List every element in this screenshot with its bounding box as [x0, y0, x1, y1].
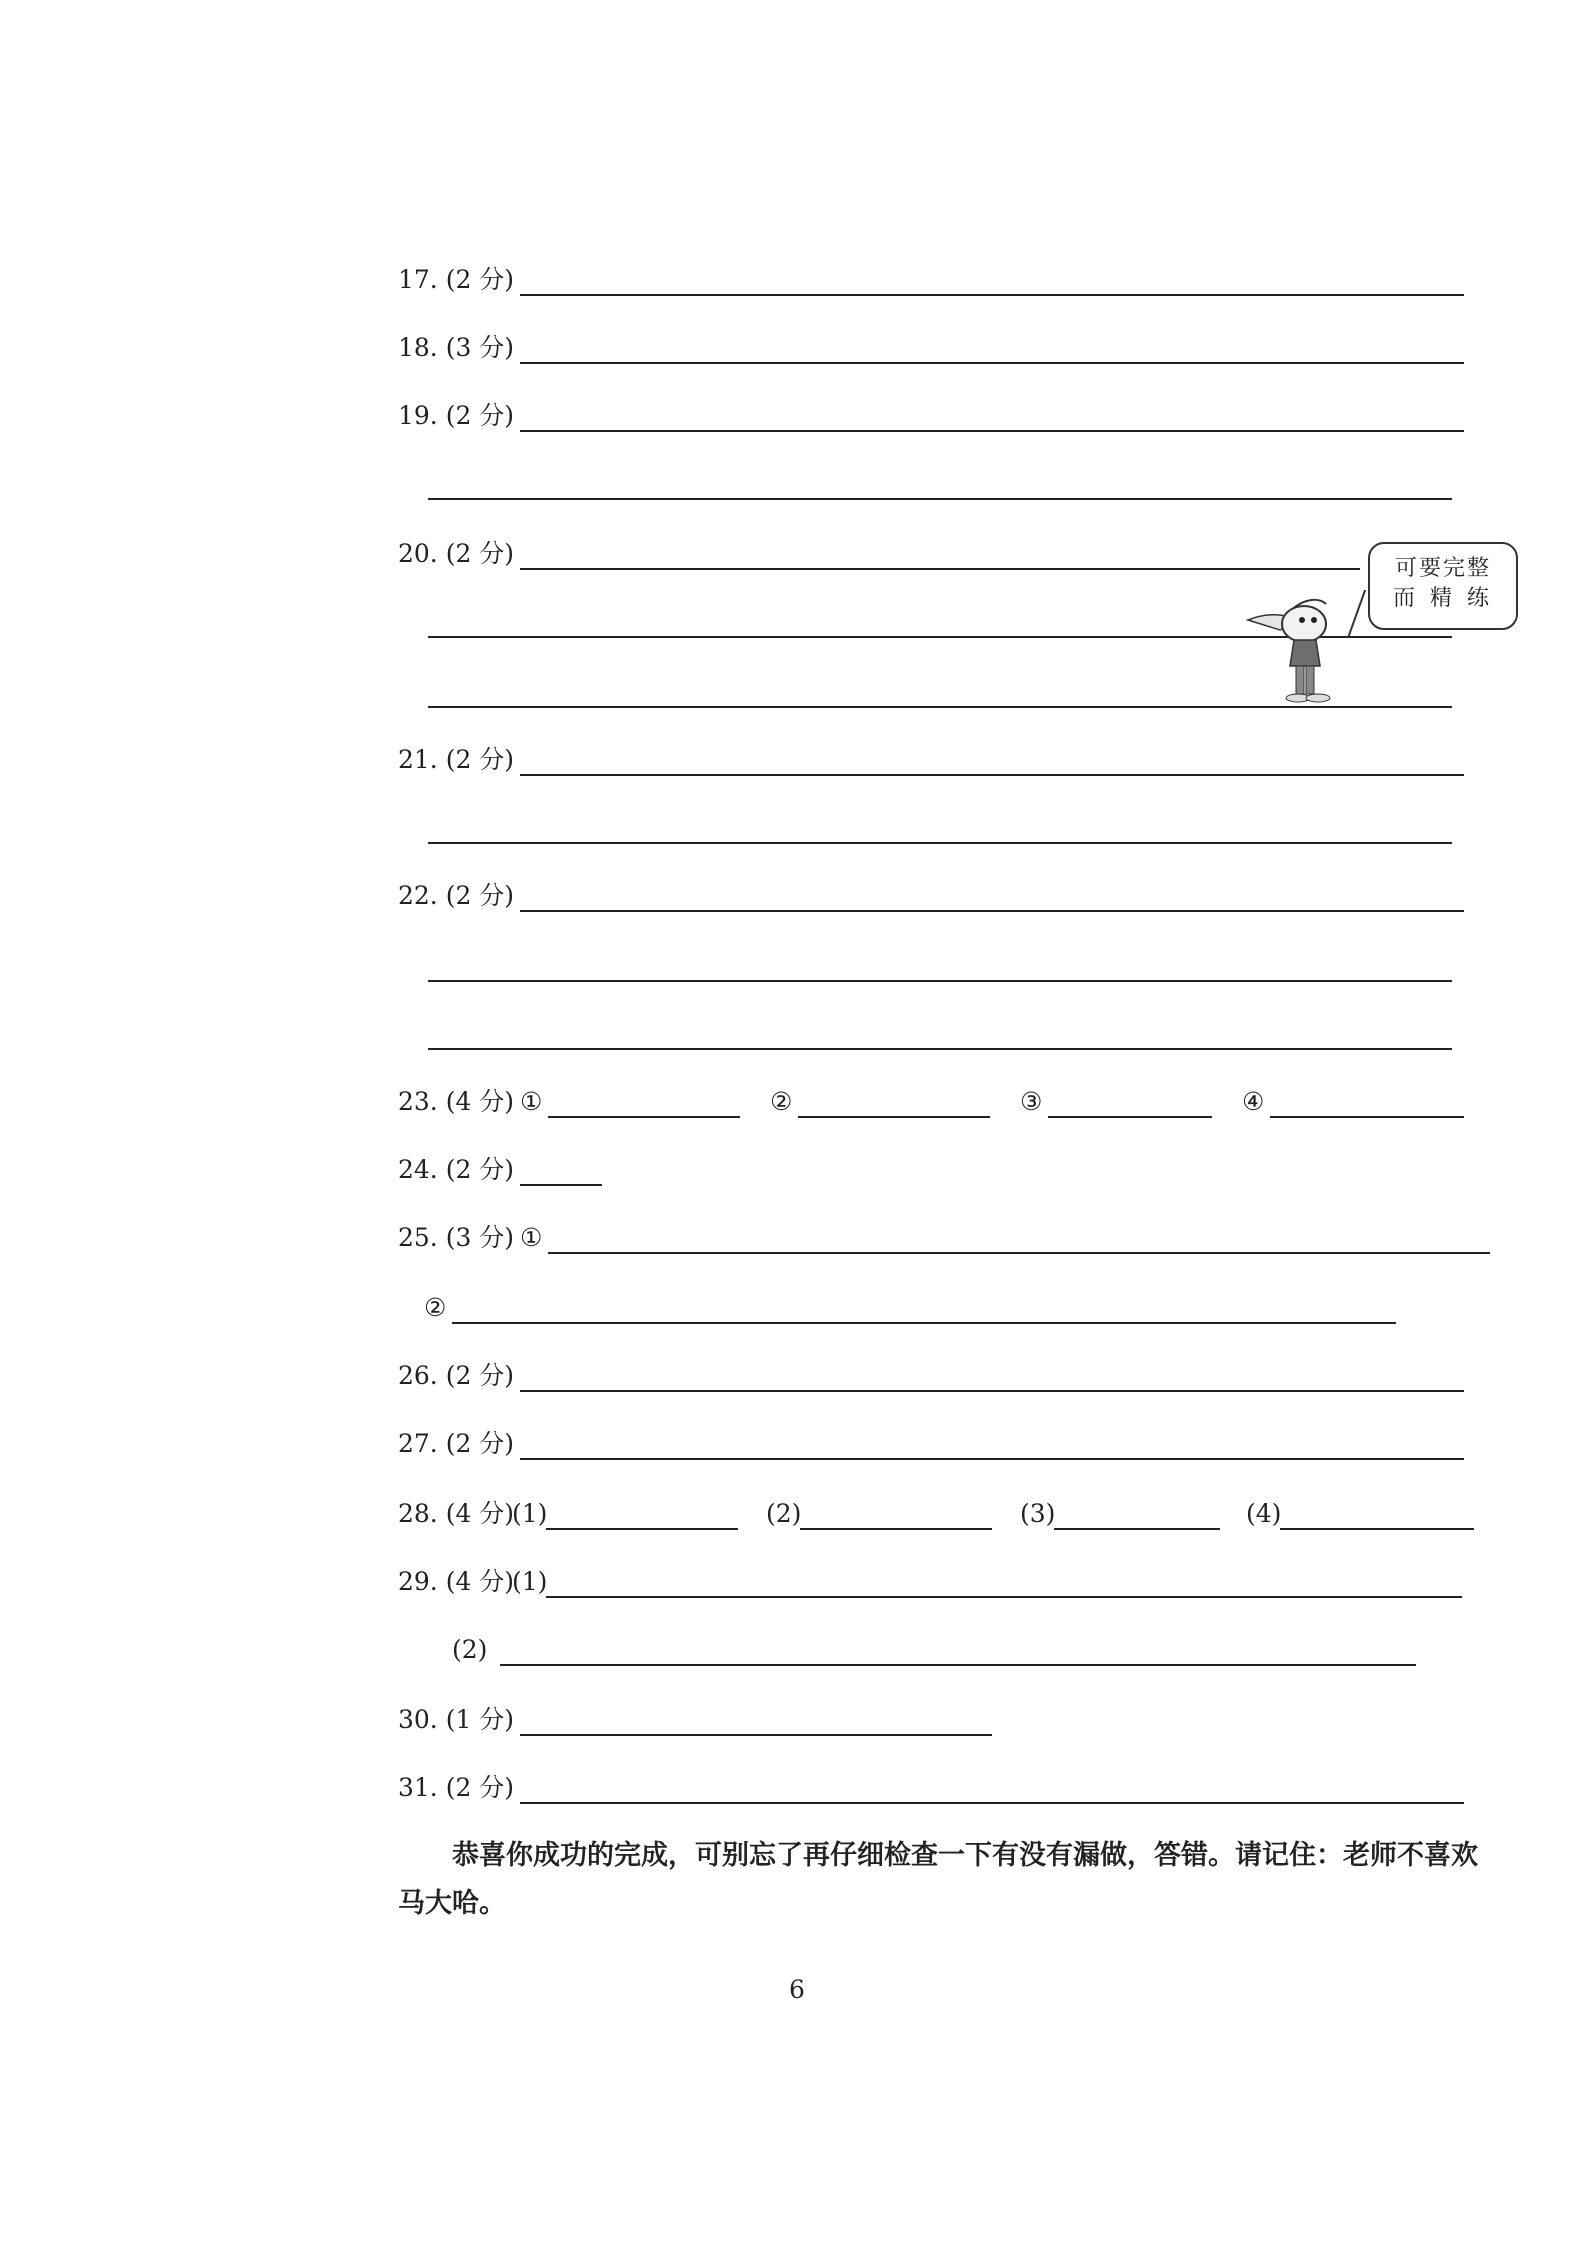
question-label: 20. (2 分): [398, 539, 515, 568]
thinking-student-icon: [1240, 590, 1380, 710]
question-18: [0, 328, 1594, 368]
question-25: [0, 1218, 1594, 1258]
answer-line[interactable]: [520, 1458, 1464, 1460]
answer-line[interactable]: [520, 362, 1464, 364]
answer-line[interactable]: [1048, 1116, 1212, 1118]
answer-line[interactable]: [798, 1116, 990, 1118]
answer-line[interactable]: [520, 1734, 992, 1736]
question-25-continuation: [0, 1288, 1594, 1328]
answer-line[interactable]: [800, 1528, 992, 1530]
closing-line: 马大哈。: [398, 1888, 506, 1919]
question-30: [0, 1700, 1594, 1740]
question-17: [0, 260, 1594, 300]
page-number: 6: [789, 1975, 805, 2004]
question-label: 23. (4 分): [398, 1087, 515, 1116]
answer-line[interactable]: [548, 1252, 1490, 1254]
question-24: [0, 1150, 1594, 1190]
question-label: 25. (3 分): [398, 1223, 515, 1252]
answer-line[interactable]: [1270, 1116, 1464, 1118]
question-label: 27. (2 分): [398, 1429, 515, 1458]
blank-marker: ③: [1020, 1087, 1043, 1116]
question-label: 31. (2 分): [398, 1773, 515, 1802]
question-label: 18. (3 分): [398, 333, 515, 362]
blank-marker: (2): [452, 1635, 488, 1664]
question-19-continuation: [0, 464, 1594, 504]
blank-marker: ②: [424, 1293, 447, 1322]
blank-marker: ④: [1242, 1087, 1265, 1116]
answer-line[interactable]: [548, 1116, 740, 1118]
answer-line[interactable]: [520, 1184, 602, 1186]
question-19: [0, 396, 1594, 436]
answer-line[interactable]: [1054, 1528, 1220, 1530]
question-27: [0, 1424, 1594, 1464]
speech-bubble-line: 可要完整: [1394, 556, 1491, 581]
question-23: [0, 1082, 1594, 1122]
answer-line[interactable]: [428, 498, 1452, 500]
speech-bubble: [1368, 542, 1518, 630]
question-22-continuation: [0, 1014, 1594, 1054]
answer-line[interactable]: [546, 1596, 1462, 1598]
answer-line[interactable]: [500, 1664, 1416, 1666]
answer-line[interactable]: [520, 774, 1464, 776]
answer-line[interactable]: [428, 980, 1452, 982]
answer-line[interactable]: [520, 430, 1464, 432]
question-label: 22. (2 分): [398, 881, 515, 910]
answer-line[interactable]: [1280, 1528, 1474, 1530]
answer-line[interactable]: [520, 1802, 1464, 1804]
question-22-continuation: [0, 946, 1594, 986]
blank-marker: (4): [1246, 1499, 1282, 1528]
blank-marker: (2): [766, 1499, 802, 1528]
question-label: 19. (2 分): [398, 401, 515, 430]
question-label: 24. (2 分): [398, 1155, 515, 1184]
question-22: [0, 876, 1594, 916]
question-label: 29. (4 分): [398, 1567, 515, 1596]
blank-marker: ①: [520, 1087, 543, 1116]
question-20: [0, 534, 1594, 574]
blank-marker: (1): [512, 1499, 548, 1528]
blank-marker: (3): [1020, 1499, 1056, 1528]
closing-line: 恭喜你成功的完成，可别忘了再仔细检查一下有没有漏做，答错。请记住：老师不喜欢: [452, 1840, 1478, 1871]
answer-line[interactable]: [520, 568, 1360, 570]
blank-marker: ①: [520, 1223, 543, 1252]
question-26: [0, 1356, 1594, 1396]
question-28: [0, 1494, 1594, 1534]
question-label: 17. (2 分): [398, 265, 515, 294]
question-21-continuation: [0, 808, 1594, 848]
answer-line[interactable]: [428, 842, 1452, 844]
answer-line[interactable]: [428, 1048, 1452, 1050]
answer-line[interactable]: [520, 1390, 1464, 1392]
question-label: 21. (2 分): [398, 745, 515, 774]
answer-line[interactable]: [520, 294, 1464, 296]
speech-bubble-line: 而 精 练: [1393, 586, 1493, 611]
question-21: [0, 740, 1594, 780]
answer-line[interactable]: [452, 1322, 1396, 1324]
blank-marker: (1): [512, 1567, 548, 1596]
question-29: [0, 1562, 1594, 1602]
blank-marker: ②: [770, 1087, 793, 1116]
question-label: 26. (2 分): [398, 1361, 515, 1390]
question-31: [0, 1768, 1594, 1808]
answer-line[interactable]: [546, 1528, 738, 1530]
answer-line[interactable]: [520, 910, 1464, 912]
question-label: 30. (1 分): [398, 1705, 515, 1734]
question-29-continuation: [0, 1630, 1594, 1670]
question-label: 28. (4 分): [398, 1499, 515, 1528]
closing-message: [398, 1832, 1518, 1928]
